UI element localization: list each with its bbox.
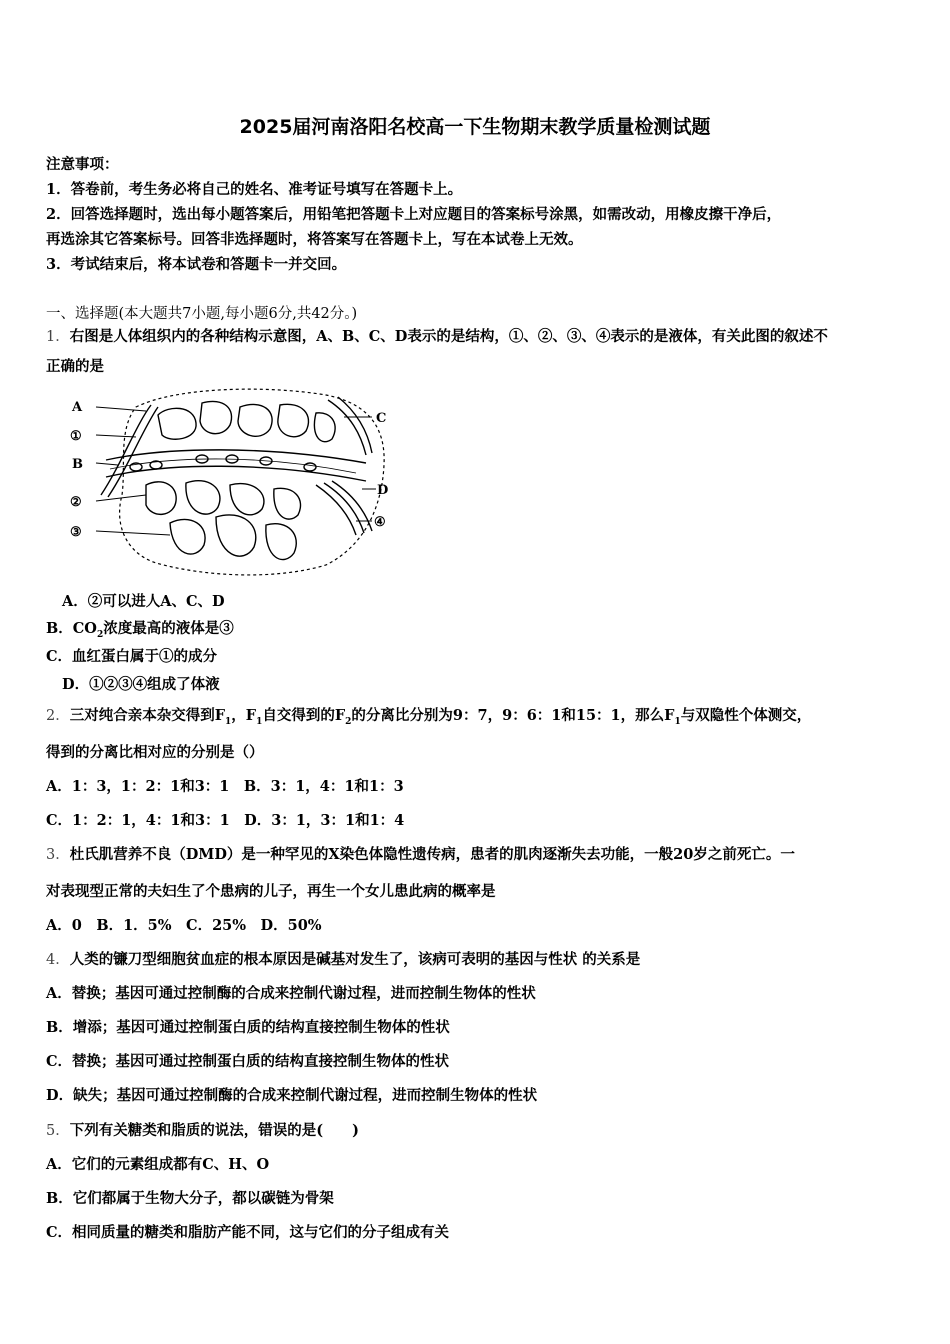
question-3-stem: 3．杜氏肌营养不良（DMD）是一种罕见的X染色体隐性遗传病，患者的肌肉逐渐失去功能，一般20岁之前死亡。一 [46,846,795,863]
figure-label: ④ [374,515,386,530]
question-4-option-c: C．替换；基因可通过控制蛋白质的结构直接控制生物体的性状 [46,1053,450,1070]
question-2-options-cd: C．1：2：1，4：1和3：1 D．3：1，3：1和1：4 [46,812,405,829]
page-title: 2025届河南洛阳名校高一下生物期末教学质量检测试题 [239,116,711,138]
question-2-stem-cont: 得到的分离比相对应的分别是（） [46,744,264,761]
figure-label: ③ [70,525,82,540]
question-1-option-a: A．②可以进人A、C、D [62,593,225,610]
figure-label: ② [70,495,82,510]
question-3-options: A．0 B．1．5% C．25% D．50% [46,917,322,934]
question-1-stem: 1．右图是人体组织内的各种结构示意图，A、B、C、D表示的是结构，①、②、③、④表示的是液体，有关此图的叙述不 [46,328,828,345]
question-3-stem-cont: 对表现型正常的夫妇生了个患病的儿子，再生一个女儿患此病的概率是 [46,883,496,900]
question-4-option-d: D．缺失；基因可通过控制酶的合成来控制代谢过程，进而控制生物体的性状 [46,1087,538,1104]
question-number: 1． [46,329,70,345]
question-5-option-c: C．相同质量的糖类和脂肪产能不同，这与它们的分子组成有关 [46,1224,450,1241]
notice-item: 再选涂其它答案标号。回答非选择题时，将答案写在答题卡上，写在本试卷上无效。 [46,231,583,248]
notice-item: 3．考试结束后，将本试卷和答题卡一并交回。 [46,256,347,273]
question-5-option-a: A．它们的元素组成都有C、H、O [46,1156,270,1173]
question-2-stem: 2．三对纯合亲本杂交得到$F_1$，$F_1$自交得到的$F_2$的分离比分别为9：7，9：6：1和15：1，那么$F_1$与双隐性个体测交， [46,707,812,727]
notice-item: 1．答卷前，考生务必将自己的姓名、准考证号填写在答题卡上。 [46,181,463,198]
question-1-stem-cont: 正确的是 [46,358,104,375]
figure-label: ① [70,429,82,444]
question-4-option-a: A．替换；基因可通过控制酶的合成来控制代谢过程，进而控制生物体的性状 [46,985,536,1002]
question-1-option-d: D．①②③④组成了体液 [62,676,220,693]
notice-heading: 注意事项： [46,156,119,173]
figure-label: B [72,457,83,472]
section-heading: 一、选择题(本大题共7小题,每小题6分,共42分。) [46,306,358,322]
figure-label: C [376,411,387,426]
question-5-stem: 5．下列有关糖类和脂质的说法，错误的是( ) [46,1122,359,1139]
question-1-option-c: C．血红蛋白属于①的成分 [46,648,218,665]
figure-label: A [72,400,83,415]
notice-item: 2．回答选择题时，选出每小题答案后，用铅笔把答题卡上对应题目的答案标号涂黑，如需改动，用橡皮擦干净后， [46,206,782,223]
question-2-options-ab: A．1：3，1：2：1和3：1 B．3：1，4：1和1：3 [46,778,404,795]
question-5-option-b: B．它们都属于生物大分子，都以碳链为骨架 [46,1190,334,1207]
question-4-option-b: B．增添；基因可通过控制蛋白质的结构直接控制生物体的性状 [46,1019,450,1036]
figure-label: D [377,483,389,498]
question-1-option-b: B．$CO_2$浓度最高的液体是③ [46,620,234,640]
tissue-structure-diagram [66,385,396,580]
question-4-stem: 4．人类的镰刀型细胞贫血症的根本原因是碱基对发生了，该病可表明的基因与性状 的关系是 [46,951,641,968]
